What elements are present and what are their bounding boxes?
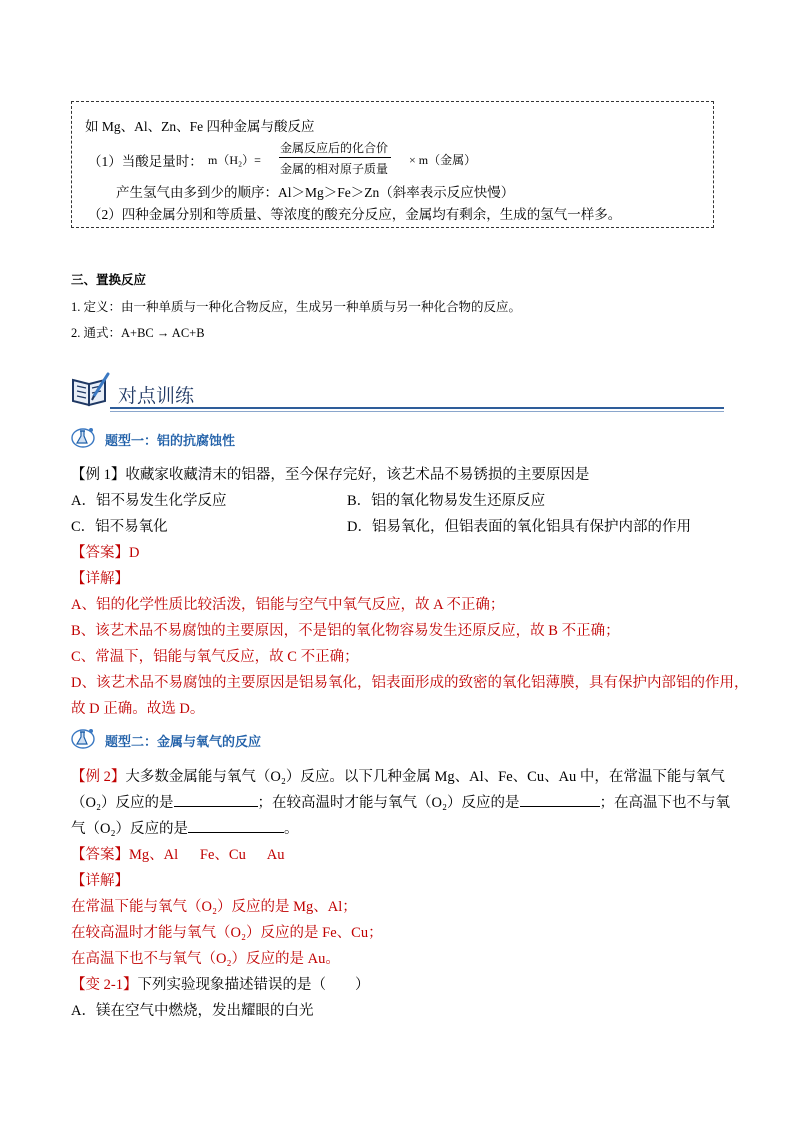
example-2-text: 气（O₂）反应的是 xyxy=(71,821,189,837)
section-definition: 1. 定义：由一种单质与一种化合物反应，生成另一种单质与另一种化合物的反应。 xyxy=(71,300,522,314)
header-underline xyxy=(110,407,724,409)
example-2-answer xyxy=(71,843,285,864)
example-1-detail-line: 故 D 正确。故选 D。 xyxy=(71,701,205,717)
fraction-denominator: 金属的相对原子质量 xyxy=(279,162,388,176)
example-2-detail-tag: 【详解】 xyxy=(71,873,129,889)
box-title: 如 Mg、Al、Zn、Fe 四种金属与酸反应 xyxy=(85,119,315,134)
example-2-text: ；在高温下也不与氧 xyxy=(599,795,731,811)
example-1-detail-line: A、铝的化学性质比较活泼，铝能与空气中氧气反应，故 A 不正确； xyxy=(71,597,505,613)
example-2-tag: 【例 2】 xyxy=(71,769,126,785)
example-1-question: 【例 1】收藏家收藏清末的铝器，至今保存完好，该艺术品不易锈损的主要原因是 xyxy=(71,467,590,483)
variant-tag: 【变 2-1】 xyxy=(71,977,138,993)
answer-tag: 【答案】 xyxy=(71,545,129,561)
variant-2-1-question xyxy=(71,973,369,994)
example-1-answer xyxy=(71,541,139,562)
example-2-text: 大多数金属能与氧气（O₂）反应。以下几种金属 Mg、Al、Fe、Cu、Au 中，在常温下能与氧气 xyxy=(125,769,725,785)
fraction-numerator: 金属反应后的化合价 xyxy=(279,141,388,155)
example-2-text: 。 xyxy=(284,821,299,837)
example-2-detail-line: 在较高温时才能与氧气（O₂）反应的是 Fe、Cu； xyxy=(71,925,383,941)
example-2-line-1 xyxy=(71,765,725,786)
answer-value: D xyxy=(129,545,140,561)
example-2-line-3 xyxy=(71,817,299,838)
example-2-line-2 xyxy=(71,791,730,812)
formula-rhs: × m（金属） xyxy=(409,153,477,167)
example-2-detail-line: 在常温下能与氧气（O₂）反应的是 Mg、Al； xyxy=(71,899,357,915)
example-2-text: （O₂）反应的是 xyxy=(71,795,174,811)
header-underline-thin xyxy=(110,411,724,412)
topic-2-label: 题型二：金属与氧气的反应 xyxy=(105,735,262,750)
example-2-detail-line: 在高温下也不与氧气（O₂）反应的是 Au。 xyxy=(71,951,340,967)
answer-blank[interactable] xyxy=(174,792,258,807)
example-1-option-c: C．铝不易氧化 xyxy=(71,519,168,535)
example-1-detail-line: D、该艺术品不易腐蚀的主要原因是铝易氧化，铝表面形成的致密的氧化铝薄膜，具有保护内部铝的作用， xyxy=(71,675,749,691)
answer-blank[interactable] xyxy=(520,792,600,807)
book-icon xyxy=(70,372,112,408)
example-1-option-a: A．铝不易发生化学反应 xyxy=(71,493,227,509)
flask-icon xyxy=(71,425,97,449)
variant-2-1-option-a: A．镁在空气中燃烧，发出耀眼的白光 xyxy=(71,1003,314,1019)
answer-value: Mg、Al Fe、Cu Au xyxy=(129,847,285,863)
answer-blank[interactable] xyxy=(188,818,284,833)
example-1-detail-tag: 【详解】 xyxy=(71,571,129,587)
example-1-detail-line: B、该艺术品不易腐蚀的主要原因，不是铝的氧化物容易发生还原反应，故 B 不正确； xyxy=(71,623,620,639)
box-item2: （2）四种金属分别和等质量、等浓度的酸充分反应，金属均有剩余，生成的氢气一样多。 xyxy=(88,207,622,222)
example-1-option-b: B．铝的氧化物易发生还原反应 xyxy=(347,493,546,509)
box-item1-line2: 产生氢气由多到少的顺序：Al＞Mg＞Fe＞Zn（斜率表示反应快慢） xyxy=(116,185,515,200)
fraction-bar xyxy=(279,157,391,158)
example-1-option-d: D．铝易氧化，但铝表面的氧化铝具有保护内部的作用 xyxy=(347,519,691,535)
topic-1-label: 题型一：铝的抗腐蚀性 xyxy=(105,434,236,449)
example-1-detail-line: C、常温下，铝能与氧气反应，故 C 不正确； xyxy=(71,649,359,665)
formula-lhs: m（H₂）= xyxy=(208,153,261,167)
example-2-text: ；在较高温时才能与氧气（O₂）反应的是 xyxy=(257,795,520,811)
variant-text: 下列实验现象描述错误的是（ ） xyxy=(137,977,370,993)
flask-icon xyxy=(71,726,97,750)
section-header-title: 对点训练 xyxy=(118,385,195,407)
box-item1-prefix: （1）当酸足量时： xyxy=(88,154,203,169)
answer-tag: 【答案】 xyxy=(71,847,129,863)
section-formula: 2. 通式：A+BC → AC+B xyxy=(71,326,205,340)
section-title: 三、置换反应 xyxy=(71,272,147,287)
